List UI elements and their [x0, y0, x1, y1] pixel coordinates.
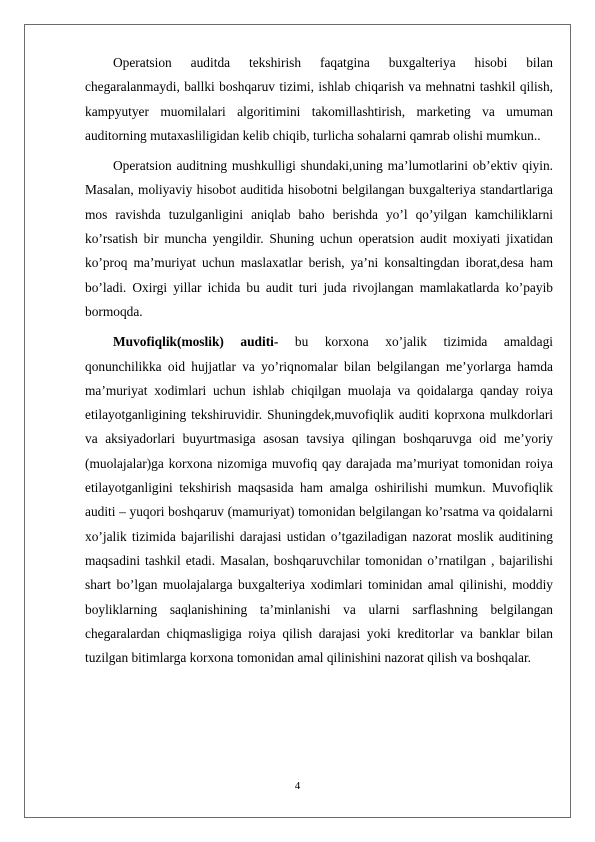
paragraph-1 — [85, 51, 553, 148]
paragraph-3-text: bu korxona xo’jalik tizimida amaldagi qonunchilikka oid hujjatlar va yo’riqnomalar bilan belgilangan me’yorlarga hamda ma’muriyat xodimlari uchun ishlab chiqilgan muolaja va qoidalarga qanday roiya etilayotganligining tekshiruvidir. Shuningdek,muvofiqlik auditi koprxona mulkdorlari va aksiyadorlari buyurtmasiga asosan tavsiya qilingan boshqaruvga oid me’yoriy (muolajalar)ga korxona nizomiga muvofiq qay darajada ma’muriyat tomonidan roiya etilayotganligini tekshirish maqsasida ham amalga oshirilishi mumkun. Muvofiqlik auditi – yuqori boshqaruv (mamuriyat) tomonidan belgilangan ko’rsatma va qoidalarni xo’jalik tizimida bajarilishi darajasi ustidan o’tgaziladigan nazorat moslik auditining maqsadini tashkil etadi. Masalan, boshqaruvchilar tomonidan o’rnatilgan , bajarilishi shart bo’lgan muolajalarga buxgalteriya xodimlari tominidan amal qilinishi, moddiy boyliklarning saqlanishining ta’minlanishi va ularni sarflashning belgilangan chegaralardan chiqmasligiga roiya qilish darajasi yoki kreditorlar va banklar bilan tuzilgan bitimlarga korxona tomonidan amal qilinishini nazorat qilish va boshqalar. — [85, 334, 553, 666]
paragraph-2-text: Operatsion auditning mushkulligi shundaki,uning ma’lumotlarini ob’ektiv qiyin. Masalan, moliyaviy hisobot auditida hisobotni belgilangan buxgalteriya standartlariga mos ravishda tuzulganligini aniqlab baho berishda yo’l qo’yilgan kamchiliklarni ko’rsatish bir muncha yengildir. Shuning uchun operatsion audit moxiyati jixatidan ko’proq ma’muriyat uchun maslaxatlar berish, ya’ni konsaltingdan iborat,desa ham bo’ladi. Oxirgi yillar ichida bu audit turi juda rivojlangan mamlakatlarda ko’payib bormoqda. — [85, 158, 553, 319]
paragraph-1-text: Operatsion auditda tekshirish faqatgina buxgalteriya hisobi bilan chegaralanmaydi, ballki boshqaruv tizimi, ishlab chiqarish va mehnatni tashkil qilish, kampyutyer muomilalari algoritimini takomillashtirish, marketing va umuman auditorning mutaxasliligidan kelib chiqib, turlicha sohalarni qamrab olishi mumkun.. — [85, 55, 553, 143]
paragraph-3-bold-lead: Muvofiqlik(moslik) auditi- — [113, 334, 279, 350]
paragraph-2 — [85, 154, 553, 324]
document-body — [85, 51, 553, 676]
paragraph-3 — [85, 330, 553, 670]
page-number: 4 — [294, 780, 301, 792]
